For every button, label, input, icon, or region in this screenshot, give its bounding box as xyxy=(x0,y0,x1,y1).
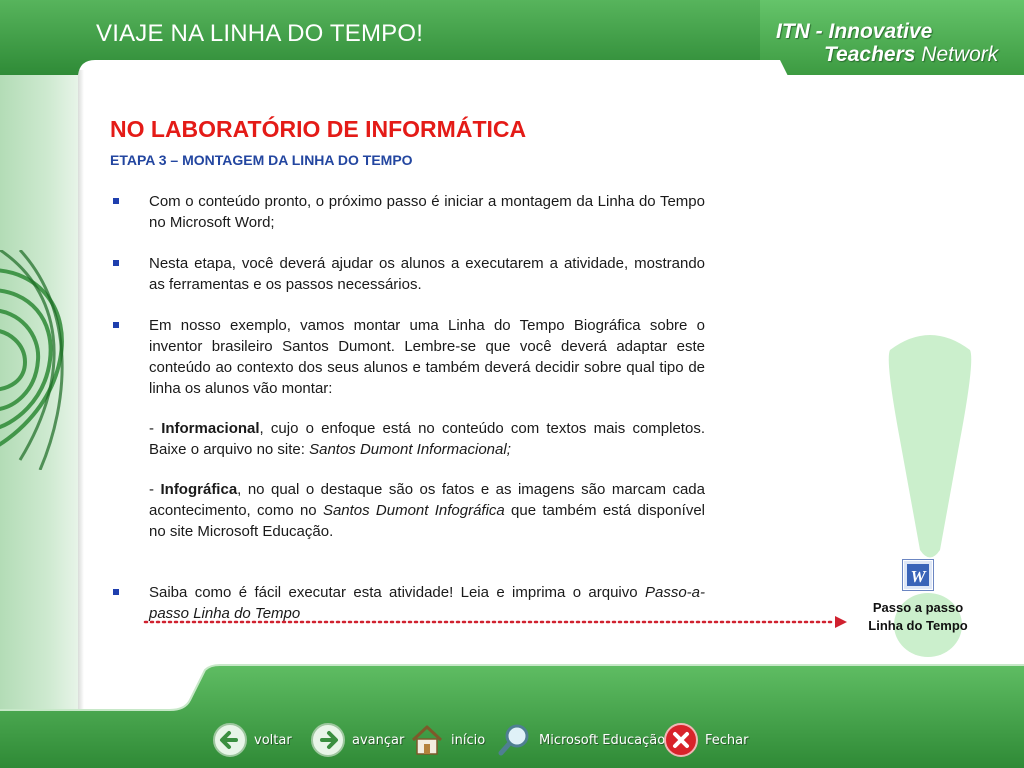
option-dash: - xyxy=(149,420,162,437)
bullet-marker xyxy=(113,260,119,266)
bullet-marker xyxy=(113,198,119,204)
santos-dumont-infografica-link[interactable]: Santos Dumont Infográfica xyxy=(322,502,505,519)
bullet-paragraph-2: Nesta etapa, você deverá ajudar os alunos a executarem a atividade, mostrando as ferramentas e os passos necessários. xyxy=(149,255,705,293)
microsoft-educacao-button[interactable] xyxy=(497,720,665,760)
forward-label: avançar xyxy=(352,732,405,748)
option-informacional-text: , cujo o enfoque está no conteúdo com textos mais completos. Baixe o arquivo no site: xyxy=(149,420,705,458)
close-label: Fechar xyxy=(705,732,749,748)
arrow-right-icon xyxy=(310,722,346,758)
home-button[interactable] xyxy=(409,720,485,760)
arrow-left-icon xyxy=(212,722,248,758)
word-document-caption[interactable] xyxy=(856,599,980,635)
magnifier-icon xyxy=(497,722,533,758)
microsoft-educacao-label: Microsoft Educação xyxy=(539,732,666,748)
header-title: VIAJE NA LINHA DO TEMPO! xyxy=(96,20,424,47)
option-infografica xyxy=(149,479,705,542)
bullet-paragraph-3: Em nosso exemplo, vamos montar uma Linha do Tempo Biográfica sobre o inventor brasileiro Santos Dumont. Lembre-se que você deverá adaptar este conteúdo ao contexto dos seus alunos e também deverá decidir sobre qual tipo de linha os alunos vão montar: xyxy=(149,317,705,397)
swirl-decoration xyxy=(0,250,80,470)
brand-line2 xyxy=(824,43,998,67)
bullet-paragraph-1: Com o conteúdo pronto, o próximo passo é iniciar a montagem da Linha do Tempo no Microsoft Word; xyxy=(149,193,705,231)
home-label: início xyxy=(451,732,486,748)
bullet-marker xyxy=(113,322,119,328)
page-title: NO LABORATÓRIO DE INFORMÁTICA xyxy=(110,116,527,142)
back-label: voltar xyxy=(254,732,292,748)
section-subtitle: ETAPA 3 – MONTAGEM DA LINHA DO TEMPO xyxy=(110,152,413,168)
option-informacional xyxy=(149,418,705,460)
passo-a-passo-link[interactable]: Passo-a-passo Linha do Tempo xyxy=(149,584,705,622)
brand-line1: ITN - Innovative xyxy=(776,20,933,43)
word-caption-line2: Linha do Tempo xyxy=(868,618,968,633)
forward-button[interactable] xyxy=(310,720,404,760)
close-button[interactable] xyxy=(663,720,748,760)
bullet-paragraph-4-text: Saiba como é fácil executar esta atividade! Leia e imprima o arquivo xyxy=(149,584,645,601)
dotted-arrow xyxy=(143,615,848,629)
option-infografica-text-after: que também está disponível no site Microsoft Educação. xyxy=(149,502,705,540)
option-infografica-label: Infográfica xyxy=(160,481,238,498)
house-icon xyxy=(409,722,445,758)
brand-line2-bold: Teachers xyxy=(824,43,916,66)
bullet-marker xyxy=(113,589,119,595)
option-infografica-text: , no qual o destaque são os fatos e as imagens são marcam cada acontecimento, como no xyxy=(149,481,705,519)
option-dash: - xyxy=(149,481,161,498)
close-icon xyxy=(663,722,699,758)
word-document-icon[interactable] xyxy=(902,559,934,591)
option-informacional-label: Informacional xyxy=(161,420,260,437)
brand-line2-rest: Network xyxy=(915,43,999,66)
back-button[interactable] xyxy=(212,720,292,760)
santos-dumont-informacional-link[interactable]: Santos Dumont Informacional; xyxy=(309,441,511,458)
svg-text:W: W xyxy=(910,567,926,586)
word-caption-line1: Passo a passo xyxy=(872,600,964,615)
